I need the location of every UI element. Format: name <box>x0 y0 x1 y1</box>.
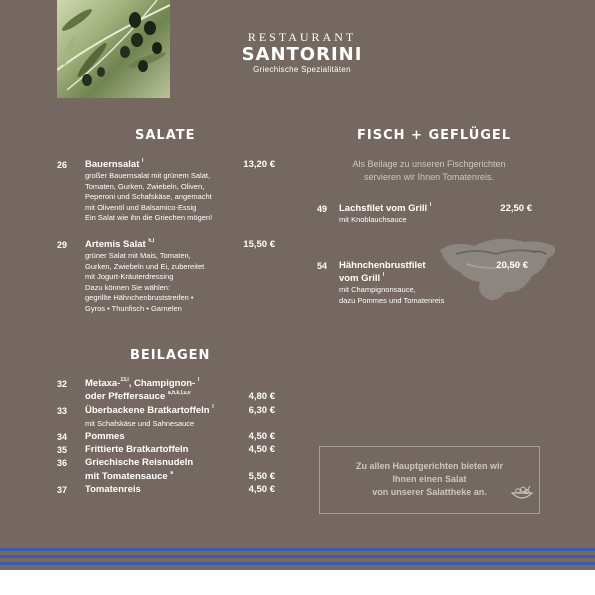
item-price: 20,50 € <box>496 260 528 271</box>
item-description: mit Schafskäse und Sahnesauce <box>85 419 195 428</box>
section-title-beilagen: BEILAGEN <box>130 348 211 363</box>
item-name: Überbackene Bratkartoffeln $^I$ <box>85 404 214 416</box>
bottom-white-band <box>0 570 595 595</box>
item-number: 35 <box>57 445 68 455</box>
item-name: Pommes <box>85 431 125 442</box>
item-number: 34 <box>57 432 68 442</box>
item-price: 6,30 € <box>248 405 275 416</box>
item-number: 54 <box>317 261 328 271</box>
item-number: 33 <box>57 406 68 416</box>
item-price: 4,50 € <box>248 484 275 495</box>
section-title-fisch: FISCH + GEFLÜGEL <box>357 128 512 143</box>
brand-name: SANTORINI <box>241 44 363 65</box>
item-price: 15,50 € <box>243 239 275 250</box>
item-price: 22,50 € <box>500 203 532 214</box>
item-name-line2: oder Pfeffersauce $^{a,h,k,I,u,v}$ <box>85 390 191 402</box>
item-price: 13,20 € <box>243 159 275 170</box>
item-number: 29 <box>57 240 68 250</box>
item-name-line2: vom Grill $^I$ <box>339 272 385 284</box>
brand-restaurant: RESTAURANT <box>247 30 357 44</box>
olive-photo <box>57 0 170 98</box>
fisch-intro: Als Beilage zu unseren Fischgerichten servieren wir Ihnen Tomatenreis. <box>352 159 506 182</box>
item-number: 32 <box>57 379 68 389</box>
brand-block <box>232 30 372 74</box>
bottom-stripes <box>0 548 595 570</box>
item-name-line2: mit Tomatensauce $^a$ <box>85 470 174 482</box>
salad-bar-box <box>319 446 540 514</box>
item-description: mit Champignonsauce, dazu Pommes und Tomatenreis <box>339 285 445 305</box>
item-name: Artemis Salat $^{h,I}$ <box>85 238 155 250</box>
item-name: Griechische Reisnudeln <box>85 457 194 468</box>
item-name: Frittierte Bratkartoffeln <box>85 444 189 455</box>
item-price: 4,80 € <box>248 391 275 402</box>
item-price: 4,50 € <box>248 431 275 442</box>
salad-bar-text: Zu allen Hauptgerichten bieten wir Ihnen einen Salat von unserer Salattheke an. <box>355 461 504 497</box>
item-number: 37 <box>57 485 68 495</box>
item-number: 49 <box>317 204 328 214</box>
item-name: Tomatenreis <box>85 484 141 495</box>
item-price: 5,50 € <box>248 471 275 482</box>
item-price: 4,50 € <box>248 444 275 455</box>
salad-bowl-icon <box>510 485 534 503</box>
item-name: Lachsfilet vom Grill $^I$ <box>339 202 432 214</box>
item-name: Hähnchenbrustfilet <box>339 260 426 271</box>
item-description: mit Knoblauchsauce <box>339 215 407 224</box>
item-number: 26 <box>57 160 68 170</box>
item-name: Metaxa-$^{13,I}$, Champignon- $^I$ <box>85 377 200 389</box>
item-name: Bauernsalat $^I$ <box>85 158 144 170</box>
section-title-salate: SALATE <box>135 128 196 143</box>
item-description: großer Bauernsalat mit grünem Salat, Tomaten, Gurken, Zwiebeln, Oliven, Peperoni und Schafskäse, angemacht mit Olivenöl und Balsamico-Essig Ein Salat wie ihn die Griechen mögen! <box>85 171 213 222</box>
item-number: 36 <box>57 458 68 468</box>
item-description: grüner Salat mit Mais, Tomaten, Gurken, Zwiebeln und Ei, zubereitet mit Jogurt-Kräuterdressing Dazu können Sie wählen: gegrillte Hähnchenbruststreifen • Gyros • Thunfisch • Garnelen <box>85 251 205 313</box>
brand-subtitle: Griechische Spezialitäten <box>253 65 351 74</box>
